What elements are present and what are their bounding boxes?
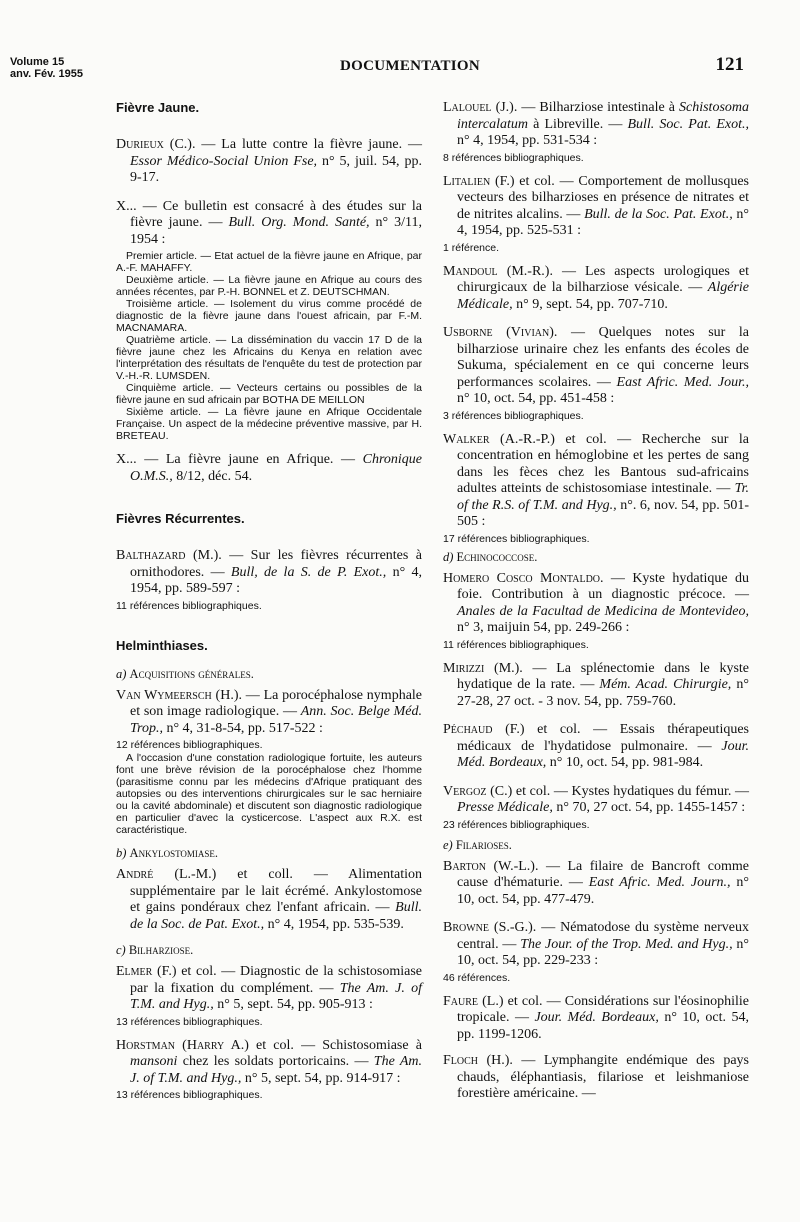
bibliography-entry: Litalien (F.) et col. — Comportement de mollusques vecteurs des bilharzioses en présence de nitrates et de nitrites alcalins. — Bull. de la Soc. Pat. Exot., n° 4, 1954, pp. 525-531 : bbox=[443, 173, 750, 238]
page-number: 121 bbox=[715, 54, 744, 75]
bibliography-entry: Faure (L.) et col. — Considérations sur l'éosinophilie tropicale. — Jour. Méd. Bordeaux, n° 10, oct. 54, pp. 1199-1206. bbox=[443, 993, 749, 1042]
reference-count: 1 référence. bbox=[443, 241, 500, 254]
bibliography-entry: X... — Ce bulletin est consacré à des études sur la fièvre jaune. — Bull. Org. Mond. Santé, n° 3/11, 1954 : bbox=[116, 198, 422, 247]
bibliography-entry: Mandoul (M.-R.). — Les aspects urologiques et chirurgicaux de la bilharziose vésicale. — Algérie Médicale, n° 9, sept. 54, pp. 707-710. bbox=[443, 263, 750, 312]
bibliography-entry: Van Wymeersch (H.). — La porocéphalose nymphale et son image radiologique. — Ann. Soc. Belge Méd. Trop., n° 4, 31-8-54, pp. 517-522 : bbox=[116, 687, 423, 736]
reference-count: 3 références bibliographiques. bbox=[443, 409, 584, 422]
articles-list bbox=[116, 250, 422, 442]
section-heading-fievres-recurrentes: Fièvres Récurrentes. bbox=[116, 511, 245, 526]
bibliography-entry: Barton (W.-L.). — La filaire de Bancroft comme cause d'hématurie. — East Afric. Med. Journ., n° 10, oct. 54, pp. 477-479. bbox=[443, 858, 750, 907]
reference-count: 13 références bibliographiques. bbox=[116, 1015, 263, 1028]
issue-date: anv. Fév. 1955 bbox=[10, 68, 83, 80]
subsection-heading: d) Echinococcose. bbox=[443, 549, 538, 564]
subsection-heading: a) Acquisitions générales. bbox=[116, 666, 254, 681]
subsection-heading: c) Bilharziose. bbox=[116, 943, 194, 957]
reference-count: 8 références bibliographiques. bbox=[443, 151, 584, 164]
volume-info bbox=[10, 56, 83, 80]
abstract: A l'occasion d'une constation radiologique fortuite, les auteurs font une brève révision de la porocéphalose chez l'homme (parasitisme connu par les médecins d'Afrique pratiquant des autopsies ou des interventions chirurgicales sur le sac herniaire ou la cavité abdominale) et discutent son diagnostic radiologique en particulier d'avec la cysticercose. L'aspect aux R.X. est caractéristique. bbox=[116, 752, 422, 836]
bibliography-entry: Horstman (Harry A.) et col. — Schistosomiase à mansoni chez les soldats portoricains. — The Am. J. of T.M. and Hyg., n° 5, sept. 54, pp. 914-917 : bbox=[116, 1037, 423, 1086]
article-item: Deuxième article. — La fièvre jaune en Afrique au cours des années récentes, par P.-H. BONNEL et Z. DEUTSCHMAN. bbox=[116, 274, 422, 298]
bibliography-entry: Balthazard (M.). — Sur les fièvres récurrentes à ornithodores. — Bull, de la S. de P. Exot., n° 4, 1954, pp. 589-597 : bbox=[116, 548, 423, 596]
bibliography-entry: Péchaud (F.) et col. — Essais thérapeutiques médicaux de l'hydatidose pulmonaire. — Jour. Méd. Bordeaux, n° 10, oct. 54, pp. 981-984. bbox=[443, 722, 749, 770]
bibliography-entry: Browne (S.-G.). — Nématodose du système nerveux central. — The Jour. of the Trop. Med. and Hyg., n° 10, oct. 54, pp. 229-233 : bbox=[443, 920, 749, 968]
reference-count: 46 références. bbox=[443, 971, 511, 984]
page-title: DOCUMENTATION bbox=[340, 58, 481, 74]
bibliography-entry: Durieux (C.). — La lutte contre la fièvre jaune. — Essor Médico-Social Union Fse, n° 5, juil. 54, pp. 9-17. bbox=[116, 137, 422, 185]
subsection-heading: b) Ankylostomiase. bbox=[116, 846, 219, 860]
bibliography-entry: Floch (H.). — Lymphangite endémique des pays chauds, éléphantiasis, filariose et leishmaniose forestière américaine. — bbox=[443, 1053, 749, 1101]
bibliography-entry: Lalouel (J.). — Bilharziose intestinale à Schistosoma intercalatum à Libreville. — Bull. Soc. Pat. Exot., n° 4, 1954, pp. 531-534 : bbox=[443, 100, 749, 148]
right-column bbox=[443, 100, 749, 1105]
reference-count: 17 références bibliographiques. bbox=[443, 532, 590, 545]
reference-count: 11 références bibliographiques. bbox=[443, 638, 589, 651]
bibliography-entry: Walker (A.-R.-P.) et col. — Recherche sur la concentration en hémoglobine et les pertes de sang dans les fèces chez les Bantous sud-africains adultes atteints de schistosomiase intestinale. — Tr. of the R.S. of T.M. and Hyg., n°. 6, nov. 54, pp. 501-505 : bbox=[443, 431, 750, 529]
bibliography-entry: Homero Cosco Montaldo. — Kyste hydatique du foie. Contribution à un diagnostic précoce. — Anales de la Facultad de Medicina de Montevideo, n° 3, maijuin 54, pp. 249-266 : bbox=[443, 570, 749, 635]
article-item: Sixième article. — La fièvre jaune en Afrique Occidentale Française. Un aspect de la médecine préventive massive, par H. BRETEAU. bbox=[116, 406, 422, 442]
bibliography-entry: Elmer (F.) et col. — Diagnostic de la schistosomiase par la fixation du complément. — The Am. J. of T.M. and Hyg., n° 5, sept. 54, pp. 905-913 : bbox=[116, 964, 422, 1012]
article-item: Premier article. — Etat actuel de la fièvre jaune en Afrique, par A.-F. MAHAFFY. bbox=[116, 250, 422, 274]
section-heading-fievre-jaune: Fièvre Jaune. bbox=[116, 100, 200, 115]
bibliography-entry: Usborne (Vivian). — Quelques notes sur la bilharziose urinaire chez les enfants des écoles de Sukuma, spécialement en ce qui concerne leurs performances scolaires. — East Afric. Med. Jour., n° 10, oct. 54, pp. 451-458 : bbox=[443, 325, 749, 406]
bibliography-entry: André (L.-M.) et coll. — Alimentation supplémentaire par le lait écrémé. Ankylostomose et gains pondéraux chez l'enfant africain. — Bull. de la Soc. de Pat. Exot., n° 4, 1954, pp. 535-539. bbox=[116, 867, 422, 932]
volume-label: Volume 15 bbox=[10, 56, 65, 68]
article-item: Quatrième article. — La dissémination du vaccin 17 D de la fièvre jaune chez les Africains du Kenya en relation avec l'interprétation des résultats de l'enquête du test de protection par V.-H.-R. LUMSDEN. bbox=[116, 334, 422, 382]
bibliography-entry: X... — La fièvre jaune en Afrique. — Chronique O.M.S., 8/12, déc. 54. bbox=[116, 452, 422, 484]
reference-count: 23 références bibliographiques. bbox=[443, 818, 590, 831]
article-item: Cinquième article. — Vecteurs certains ou possibles de la fièvre jaune en sud africain par BOTHA DE MEILLON bbox=[116, 382, 422, 406]
reference-count: 13 références bibliographiques. bbox=[116, 1089, 263, 1101]
bibliography-entry: Vergoz (C.) et col. — Kystes hydatiques du fémur. — Presse Médicale, n° 70, 27 oct. 54, pp. 1455-1457 : bbox=[443, 783, 749, 815]
section-heading-helminthiases: Helminthiases. bbox=[116, 637, 208, 653]
reference-count: 11 références bibliographiques. bbox=[116, 599, 262, 612]
bibliography-entry: Mirizzi (M.). — La splénectomie dans le kyste hydatique de la rate. — Mém. Acad. Chirurgie, n° 27-28, 27 oct. - 3 nov. 54, pp. 759-760. bbox=[443, 660, 749, 709]
reference-count: 12 références bibliographiques. bbox=[116, 739, 263, 751]
article-item: Troisième article. — Isolement du virus comme procédé de diagnostic de la fièvre jaune dans l'ouest africain, par F.-M. MACNAMARA. bbox=[116, 298, 422, 334]
subsection-heading: e) Filarioses. bbox=[443, 837, 512, 852]
left-column bbox=[116, 100, 422, 1111]
